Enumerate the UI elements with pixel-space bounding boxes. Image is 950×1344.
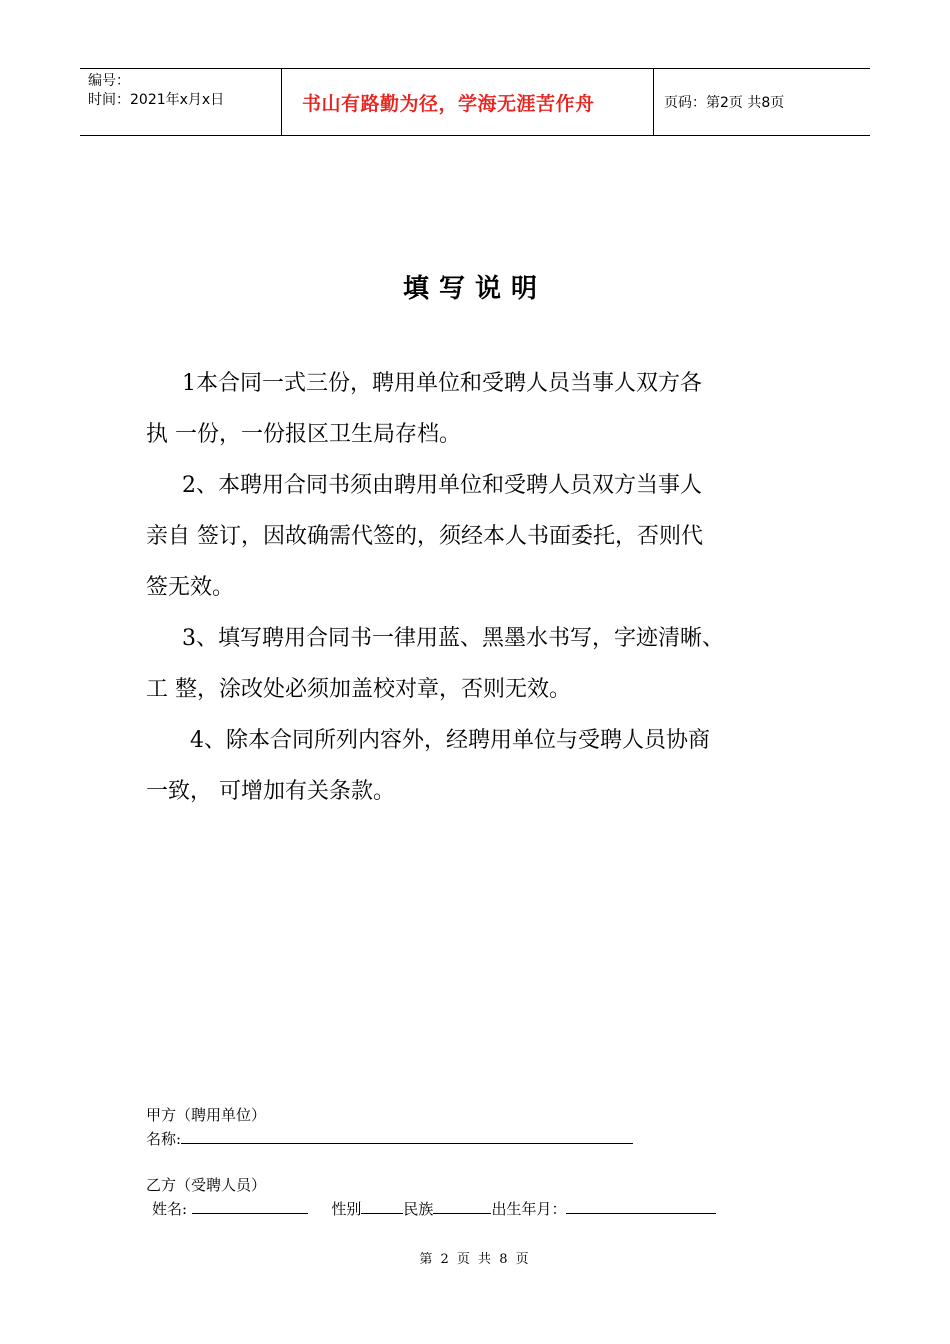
instruction-paragraph-3 xyxy=(146,613,810,715)
signature-section xyxy=(146,1103,826,1221)
party-b-name-field[interactable] xyxy=(192,1197,308,1214)
birth-date-label: 出生年月： xyxy=(491,1200,567,1218)
party-a-name-field[interactable] xyxy=(181,1127,633,1144)
paragraph-line: 执 一份，一份报区卫生局存档。 xyxy=(146,422,461,447)
paragraph-line: 1本合同一式三份，聘用单位和受聘人员当事人双方各 xyxy=(182,371,702,396)
instruction-paragraph-1 xyxy=(146,358,810,460)
ethnicity-field[interactable] xyxy=(433,1197,491,1214)
paragraph-line: 工 整，涂改处必须加盖校对章，否则无效。 xyxy=(146,677,571,702)
header-page-info: 页码：第2页 共8页 xyxy=(664,95,785,111)
paragraph-line: 亲自 签订，因故确需代签的，须经本人书面委托，否则代 xyxy=(146,524,703,549)
paragraph-line: 签无效。 xyxy=(146,575,235,600)
header-motto: 书山有路勤为径，学海无涯苦作舟 xyxy=(282,69,654,135)
party-a-name-row xyxy=(146,1127,826,1151)
paragraph-line: 2、本聘用合同书须由聘用单位和受聘人员双方当事人 xyxy=(182,473,702,498)
gender-label: 性别 xyxy=(331,1200,362,1218)
party-b-heading: 乙方（受聘人员） xyxy=(146,1176,267,1194)
document-header xyxy=(80,68,870,136)
page-title: 填写说明 xyxy=(402,274,547,304)
header-meta-cell xyxy=(80,69,282,135)
paragraph-line: 一致， 可增加有关条款。 xyxy=(146,779,395,804)
birth-date-field[interactable] xyxy=(566,1197,716,1214)
party-b-name-label: 姓名: xyxy=(152,1200,188,1218)
gender-field[interactable] xyxy=(361,1197,403,1214)
page-footer: 第 2 页 共 8 页 xyxy=(419,1252,531,1267)
ethnicity-label: 民族 xyxy=(403,1200,434,1218)
instructions-body xyxy=(146,358,810,817)
document-date: 时间：2021年x月x日 xyxy=(88,92,225,108)
document-number-label: 编号： xyxy=(88,73,130,89)
party-a-heading: 甲方（聘用单位） xyxy=(146,1106,267,1124)
instruction-paragraph-4 xyxy=(146,715,810,817)
party-b-details-row xyxy=(146,1197,826,1221)
party-a-name-label: 名称: xyxy=(146,1130,182,1148)
instruction-paragraph-2 xyxy=(146,460,810,613)
paragraph-line: 4、除本合同所列内容外，经聘用单位与受聘人员协商 xyxy=(190,728,710,753)
paragraph-line: 3、填写聘用合同书一律用蓝、黑墨水书写，字迹清晰、 xyxy=(182,626,724,651)
